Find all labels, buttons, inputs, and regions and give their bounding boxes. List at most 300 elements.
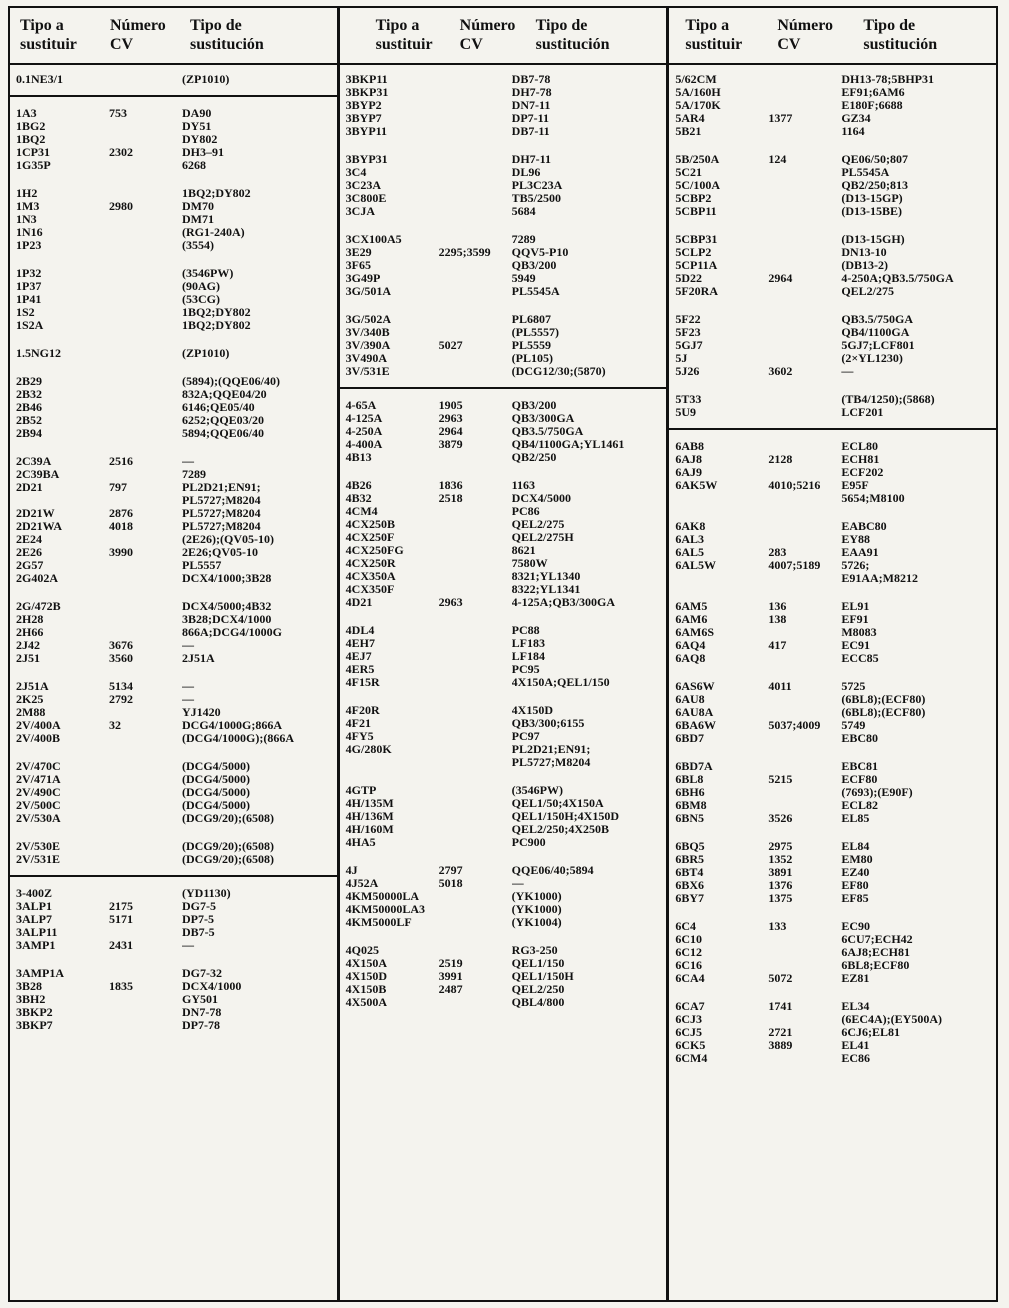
table-row [10, 267, 337, 280]
cell-numero-cv [109, 799, 182, 812]
cell-tipo: 2B32 [16, 388, 43, 401]
cell-numero-cv [109, 267, 182, 280]
cell-sustitucion: QE06/50;807 [841, 153, 909, 166]
cell-numero-cv [768, 406, 841, 419]
cell-numero-cv [768, 799, 841, 812]
cell-sustitucion: 866A;DCG4/1000G [182, 626, 282, 639]
cell-numero-cv [109, 388, 182, 401]
cell-sustitucion: 6268 [182, 159, 206, 172]
cell-numero-cv: 3991 [438, 970, 463, 983]
table-row [10, 600, 337, 613]
cell-sustitucion: PL2D21;EN91; [511, 743, 591, 756]
table-row [669, 773, 996, 786]
cell-tipo: 4Q025 [345, 944, 380, 957]
row-group [669, 840, 996, 905]
cell-sustitucion: DM71 [182, 213, 214, 226]
cell-sustitucion: EZ81 [841, 972, 870, 985]
table-row [669, 125, 996, 138]
cell-numero-cv [439, 285, 512, 298]
table-row [10, 853, 337, 866]
cell-tipo: 3BKP31 [345, 86, 389, 99]
cell-numero-cv: 3602 [768, 365, 793, 378]
table-row [340, 957, 667, 970]
cell-numero-cv [768, 352, 841, 365]
table-row [10, 939, 337, 952]
cell-numero-cv [109, 468, 182, 481]
row-group [10, 887, 337, 952]
table-row [10, 799, 337, 812]
cell-tipo: 5C21 [675, 166, 703, 179]
table-row [669, 786, 996, 799]
cell-sustitucion: (DCG4/5000) [182, 786, 250, 799]
table-row [669, 205, 996, 218]
cell-numero-cv [439, 313, 512, 326]
cell-sustitucion: (PL5557) [511, 326, 559, 339]
cell-numero-cv: 283 [768, 546, 787, 559]
table-row [669, 693, 996, 706]
cell-sustitucion: DY51 [182, 120, 212, 133]
cell-numero-cv [768, 125, 841, 138]
cell-tipo: 4-65A [345, 399, 377, 412]
table-row [340, 663, 667, 676]
cell-sustitucion: DN13-10 [841, 246, 887, 259]
table-row [669, 272, 996, 285]
cell-sustitucion: TB5/2500 [511, 192, 562, 205]
row-group [669, 233, 996, 298]
cell-sustitucion: EF91;6AM6 [841, 86, 905, 99]
cell-tipo: 6CK5 [675, 1039, 706, 1052]
table-row [669, 1000, 996, 1013]
cell-tipo: 6C16 [675, 959, 703, 972]
cell-numero-cv [109, 559, 182, 572]
cell-numero-cv: 138 [768, 613, 787, 626]
table-row [669, 233, 996, 246]
table-row [340, 797, 667, 810]
cell-numero-cv [439, 451, 512, 464]
cell-sustitucion: 7289 [511, 233, 536, 246]
cell-sustitucion: (YK1000) [511, 890, 562, 903]
table-row [669, 600, 996, 613]
cell-numero-cv [109, 319, 182, 332]
cell-numero-cv: 32 [109, 719, 121, 732]
cell-tipo: 5F23 [675, 326, 701, 339]
cell-tipo: 4J [345, 864, 358, 877]
column-body [10, 65, 337, 1032]
cell-tipo: 4CX250FG [345, 544, 404, 557]
cell-sustitucion: GY501 [182, 993, 218, 1006]
cell-tipo: 4CX250R [345, 557, 396, 570]
table-row [10, 967, 337, 980]
cell-sustitucion: EAA91 [841, 546, 879, 559]
cell-numero-cv [439, 99, 512, 112]
cell-sustitucion: DG7-32 [182, 967, 222, 980]
cell-tipo: 4-125A [345, 412, 383, 425]
cell-numero-cv [768, 166, 841, 179]
cell-sustitucion: 8321;YL1340 [511, 570, 581, 583]
cell-tipo: 2B46 [16, 401, 43, 414]
cell-sustitucion: QBL4/800 [511, 996, 565, 1009]
cell-tipo: 6BQ5 [675, 840, 705, 853]
cell-numero-cv [768, 466, 841, 479]
table-row [669, 453, 996, 466]
row-group [10, 375, 337, 440]
cell-tipo: 4CM4 [345, 505, 378, 518]
cell-sustitucion: DCX4/5000;4B32 [182, 600, 272, 613]
cell-tipo: 2V/471A [16, 773, 61, 786]
cell-tipo: 4-250A [345, 425, 383, 438]
header-tipo: Tipo a sustituir [685, 17, 743, 53]
cell-numero-cv [109, 853, 182, 866]
row-group [340, 233, 667, 298]
cell-numero-cv: 1836 [438, 479, 463, 492]
table-row [340, 944, 667, 957]
cell-numero-cv [768, 786, 841, 799]
table-row [669, 546, 996, 559]
cell-numero-cv [439, 179, 512, 192]
cell-tipo: 3C800E [345, 192, 387, 205]
table-row [10, 213, 337, 226]
cell-sustitucion: 6BL8;ECF80 [841, 959, 910, 972]
table-row [340, 531, 667, 544]
table-row [340, 570, 667, 583]
cell-tipo: 2H66 [16, 626, 44, 639]
table-row [10, 993, 337, 1006]
table-row [340, 179, 667, 192]
cell-tipo: 4FY5 [345, 730, 374, 743]
row-group [669, 440, 996, 505]
cell-sustitucion: QB4/1100GA [841, 326, 910, 339]
table-row [340, 717, 667, 730]
cell-numero-cv [439, 810, 512, 823]
cell-tipo: 3V/531E [345, 365, 390, 378]
cell-numero-cv [109, 239, 182, 252]
cell-tipo: 3F65 [345, 259, 372, 272]
cell-sustitucion: EC90 [841, 920, 871, 933]
cell-sustitucion: QQV5-P10 [511, 246, 569, 259]
cell-tipo: 6AJ8 [675, 453, 703, 466]
cell-tipo: 5CP11A [675, 259, 718, 272]
cell-numero-cv [768, 440, 841, 453]
cell-sustitucion: M8083 [841, 626, 877, 639]
table-row [340, 557, 667, 570]
cell-numero-cv [109, 187, 182, 200]
cell-numero-cv: 2518 [438, 492, 463, 505]
table-row [669, 112, 996, 125]
table-row [340, 505, 667, 518]
table-row [669, 492, 996, 505]
cell-sustitucion: DH7-78 [511, 86, 552, 99]
table-row [340, 153, 667, 166]
cell-sustitucion: ECC85 [841, 652, 879, 665]
cell-tipo: 1BQ2 [16, 133, 46, 146]
table-row [10, 427, 337, 440]
cell-numero-cv: 5215 [768, 773, 793, 786]
cell-tipo: 5AR4 [675, 112, 705, 125]
cell-tipo: 6AU8 [675, 693, 705, 706]
cell-numero-cv [768, 520, 841, 533]
cell-numero-cv: 1905 [438, 399, 463, 412]
cell-tipo: 1P23 [16, 239, 42, 252]
cell-sustitucion: — [182, 693, 194, 706]
cell-numero-cv: 5072 [768, 972, 793, 985]
cell-numero-cv: 3676 [109, 639, 133, 652]
cell-tipo: 2V/490C [16, 786, 61, 799]
table-row [340, 903, 667, 916]
cell-numero-cv: 2964 [768, 272, 793, 285]
cell-sustitucion: (ZP1010) [182, 73, 230, 86]
row-group [340, 73, 667, 138]
table-row [10, 732, 337, 745]
cell-sustitucion: (DCG9/20);(6508) [182, 853, 274, 866]
cell-sustitucion: QB4/1100GA;YL1461 [511, 438, 625, 451]
table-row [10, 347, 337, 360]
cell-sustitucion: 2J51A [182, 652, 215, 665]
table-row [669, 313, 996, 326]
cell-tipo: 2B29 [16, 375, 43, 388]
cell-tipo: 2C39BA [16, 468, 60, 481]
cell-tipo: 4KM5000LF [345, 916, 412, 929]
cell-numero-cv [439, 797, 512, 810]
cell-numero-cv: 2792 [109, 693, 133, 706]
section-divider [340, 387, 667, 389]
table-row [10, 507, 337, 520]
cell-numero-cv: 2302 [109, 146, 133, 159]
cell-sustitucion: PC95 [511, 663, 540, 676]
cell-sustitucion: (6BL8);(ECF80) [841, 706, 926, 719]
table-row [669, 1039, 996, 1052]
cell-sustitucion: E91AA;M8212 [841, 572, 919, 585]
cell-numero-cv [109, 760, 182, 773]
cell-numero-cv [439, 531, 512, 544]
cell-sustitucion: (6BL8);(ECF80) [841, 693, 926, 706]
row-group [669, 920, 996, 985]
cell-numero-cv [439, 903, 512, 916]
cell-tipo: 6BM8 [675, 799, 707, 812]
cell-sustitucion: (ZP1010) [182, 347, 230, 360]
cell-tipo: 1S2A [16, 319, 44, 332]
cell-sustitucion: YJ1420 [182, 706, 221, 719]
cell-numero-cv [768, 233, 841, 246]
cell-sustitucion: QEL1/150H;4X150D [511, 810, 620, 823]
cell-numero-cv: 133 [768, 920, 787, 933]
table-row [340, 730, 667, 743]
cell-sustitucion: PC88 [511, 624, 540, 637]
cell-tipo: 2J51A [16, 680, 49, 693]
table-row [669, 285, 996, 298]
cell-numero-cv [109, 887, 182, 900]
cell-tipo: 3E29 [345, 246, 372, 259]
header-numero: Número CV [459, 17, 516, 53]
cell-numero-cv: 1352 [768, 853, 793, 866]
cell-numero-cv [768, 192, 841, 205]
row-group [340, 704, 667, 769]
cell-sustitucion: (5894);(QQE06/40) [182, 375, 280, 388]
cell-tipo: 1M3 [16, 200, 40, 213]
cell-sustitucion: EY88 [841, 533, 871, 546]
table-row [669, 812, 996, 825]
cell-tipo: 2V/530E [16, 840, 61, 853]
cell-sustitucion: (53CG) [182, 293, 220, 306]
cell-tipo: 1S2 [16, 306, 35, 319]
cell-numero-cv: 2876 [109, 507, 133, 520]
cell-numero-cv [439, 192, 512, 205]
cell-tipo: 5A/160H [675, 86, 721, 99]
cell-tipo: 2D21 [16, 481, 43, 494]
table-row [10, 1019, 337, 1032]
cell-tipo: 1BG2 [16, 120, 46, 133]
cell-numero-cv [768, 313, 841, 326]
cell-numero-cv: 1376 [768, 879, 793, 892]
cell-sustitucion: ECL82 [841, 799, 879, 812]
cell-numero-cv: 5037;4009 [768, 719, 821, 732]
cell-tipo: 1N16 [16, 226, 43, 239]
row-group [669, 600, 996, 665]
cell-numero-cv [439, 836, 512, 849]
cell-numero-cv [768, 73, 841, 86]
cell-sustitucion: ECL80 [841, 440, 879, 453]
cell-numero-cv: 417 [768, 639, 787, 652]
cell-numero-cv: 1375 [768, 892, 793, 905]
cell-tipo: 3C4 [345, 166, 367, 179]
table-row [10, 239, 337, 252]
cell-sustitucion: 7580W [511, 557, 548, 570]
cell-tipo: 6CJ5 [675, 1026, 703, 1039]
cell-sustitucion: DN7-78 [182, 1006, 222, 1019]
cell-tipo: 2G/472B [16, 600, 61, 613]
cell-numero-cv [109, 773, 182, 786]
table-row [10, 680, 337, 693]
cell-tipo: 3AMP1 [16, 939, 56, 952]
cell-numero-cv [109, 133, 182, 146]
cell-numero-cv [109, 73, 182, 86]
table-row [340, 864, 667, 877]
cell-sustitucion: 1163 [511, 479, 536, 492]
cell-numero-cv: 1835 [109, 980, 133, 993]
table-row [10, 73, 337, 86]
cell-sustitucion: DH3–91 [182, 146, 224, 159]
cell-numero-cv [768, 706, 841, 719]
cell-sustitucion: 6146;QE05/40 [182, 401, 255, 414]
table-row [669, 406, 996, 419]
cell-tipo: 2D21WA [16, 520, 63, 533]
cell-sustitucion: QB3.5/750GA [841, 313, 914, 326]
cell-tipo: 6BY7 [675, 892, 705, 905]
cell-sustitucion: 8322;YL1341 [511, 583, 581, 596]
row-group [340, 153, 667, 218]
cell-sustitucion: PL5557 [182, 559, 222, 572]
cell-numero-cv [768, 693, 841, 706]
column-header [10, 8, 337, 65]
cell-tipo: 5F22 [675, 313, 701, 326]
table-column-2 [340, 8, 670, 1300]
cell-sustitucion: 3B28;DCX4/1000 [182, 613, 272, 626]
table-row [10, 693, 337, 706]
table-row [340, 596, 667, 609]
cell-sustitucion: QB2/250 [511, 451, 557, 464]
table-row [669, 639, 996, 652]
cell-sustitucion: 4-250A;QB3.5/750GA [841, 272, 954, 285]
cell-sustitucion: PL3C23A [511, 179, 563, 192]
table-row [669, 1013, 996, 1026]
table-row [669, 440, 996, 453]
row-group [340, 399, 667, 464]
cell-numero-cv: 753 [109, 107, 127, 120]
cell-numero-cv: 1741 [768, 1000, 793, 1013]
table-row [340, 916, 667, 929]
table-row [10, 481, 337, 494]
table-row [669, 153, 996, 166]
cell-tipo: 3ALP1 [16, 900, 52, 913]
cell-numero-cv [768, 339, 841, 352]
cell-sustitucion: EF80 [841, 879, 869, 892]
cell-tipo: 2V/470C [16, 760, 61, 773]
header-tipo: Tipo a sustituir [375, 17, 433, 53]
row-group [10, 107, 337, 172]
cell-sustitucion: 832A;QQE04/20 [182, 388, 267, 401]
table-row [669, 572, 996, 585]
cell-tipo: 5U9 [675, 406, 697, 419]
cell-sustitucion: PL2D21;EN91; [182, 481, 261, 494]
cell-tipo: 3BYP7 [345, 112, 382, 125]
cell-tipo: 6CM4 [675, 1052, 708, 1065]
cell-numero-cv [439, 756, 512, 769]
cell-numero-cv [439, 676, 512, 689]
cell-sustitucion: (D13-15GH) [841, 233, 905, 246]
cell-sustitucion: EABC80 [841, 520, 887, 533]
cell-sustitucion: PL5727;M8204 [182, 507, 261, 520]
cell-numero-cv [768, 533, 841, 546]
cell-sustitucion: ECH81 [841, 453, 880, 466]
cell-numero-cv [109, 293, 182, 306]
cell-tipo: 3G/501A [345, 285, 392, 298]
table-row [669, 760, 996, 773]
table-row [669, 946, 996, 959]
cell-sustitucion: EF91 [841, 613, 869, 626]
cell-sustitucion: EM80 [841, 853, 873, 866]
cell-tipo: 3V/340B [345, 326, 390, 339]
table-row [10, 133, 337, 146]
cell-numero-cv [439, 166, 512, 179]
cell-numero-cv [768, 393, 841, 406]
cell-numero-cv [109, 840, 182, 853]
cell-numero-cv [768, 246, 841, 259]
cell-numero-cv [109, 732, 182, 745]
cell-sustitucion: 5GJ7;LCF801 [841, 339, 915, 352]
cell-tipo: 4X150B [345, 983, 387, 996]
row-group [340, 784, 667, 849]
cell-tipo: 4GTP [345, 784, 377, 797]
row-group [340, 864, 667, 929]
cell-numero-cv [439, 205, 512, 218]
cell-numero-cv: 2516 [109, 455, 133, 468]
cell-sustitucion: EL34 [841, 1000, 870, 1013]
table-row [669, 866, 996, 879]
cell-tipo: 2V/400A [16, 719, 61, 732]
cell-tipo: 5T33 [675, 393, 702, 406]
cell-numero-cv: 5018 [438, 877, 463, 890]
cell-numero-cv [439, 650, 512, 663]
cell-tipo: 4KM50000LA [345, 890, 420, 903]
row-group [340, 624, 667, 689]
cell-tipo: 3-400Z [16, 887, 52, 900]
cell-numero-cv [439, 704, 512, 717]
cell-sustitucion: QEL2/250 [511, 983, 565, 996]
header-numero: Número CV [110, 17, 166, 53]
header-tipo: Tipo a sustituir [20, 17, 77, 53]
cell-sustitucion: E95F [841, 479, 869, 492]
cell-tipo: 3V490A [345, 352, 388, 365]
cell-sustitucion: 1BQ2;DY802 [182, 187, 251, 200]
